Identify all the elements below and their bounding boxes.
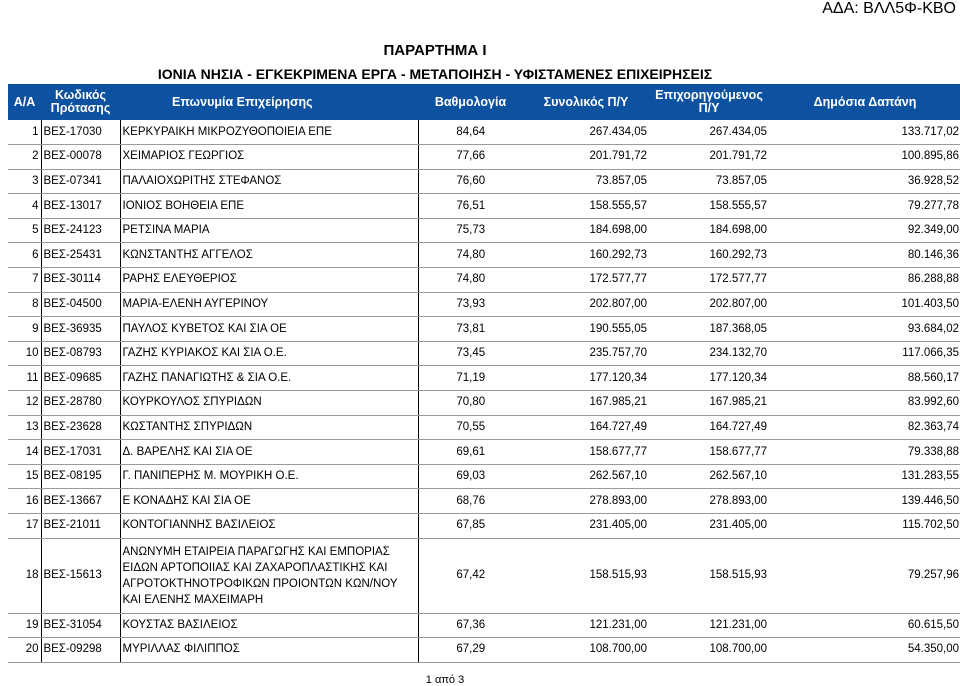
row-aa: 6 — [8, 243, 41, 268]
row-subsidized-budget: 201.791,72 — [649, 145, 769, 170]
table-row — [8, 341, 960, 366]
row-public-expenditure: 54.350,00 — [769, 638, 960, 663]
row-grade: 68,76 — [418, 489, 523, 514]
row-company-name: ΧΕΙΜΑΡΙΟΣ ΓΕΩΡΓΙΟΣ — [120, 145, 418, 170]
row-code: ΒΕΣ-04500 — [41, 292, 120, 317]
row-total-budget: 73.857,05 — [523, 169, 649, 194]
row-aa: 13 — [8, 415, 41, 440]
row-code: ΒΕΣ-17030 — [41, 120, 120, 145]
header-aa: Α/Α — [8, 84, 41, 120]
row-grade: 69,03 — [418, 464, 523, 489]
row-public-expenditure: 101.403,50 — [769, 292, 960, 317]
header-code: Κωδικός Πρότασης — [41, 84, 120, 120]
row-aa: 16 — [8, 489, 41, 514]
row-subsidized-budget: 231.405,00 — [649, 514, 769, 539]
row-subsidized-budget: 177.120,34 — [649, 366, 769, 391]
row-aa: 8 — [8, 292, 41, 317]
header-public: Δημόσια Δαπάνη — [769, 84, 960, 120]
table-row — [8, 440, 960, 465]
row-subsidized-budget: 172.577,77 — [649, 268, 769, 293]
row-code: ΒΕΣ-21011 — [41, 514, 120, 539]
row-code: ΒΕΣ-23628 — [41, 415, 120, 440]
row-grade: 67,36 — [418, 613, 523, 638]
row-grade: 71,19 — [418, 366, 523, 391]
row-subsidized-budget: 108.700,00 — [649, 638, 769, 663]
header-subsidized: Επιχορηγούμενος Π/Υ — [649, 84, 769, 120]
row-aa: 11 — [8, 366, 41, 391]
row-code: ΒΕΣ-31054 — [41, 613, 120, 638]
row-company-name: ΚΩΣΤΑΝΤΗΣ ΣΠΥΡΙΔΩΝ — [120, 415, 418, 440]
row-code: ΒΕΣ-08195 — [41, 464, 120, 489]
row-code: ΒΕΣ-36935 — [41, 317, 120, 342]
row-grade: 67,29 — [418, 638, 523, 663]
row-total-budget: 201.791,72 — [523, 145, 649, 170]
row-grade: 73,45 — [418, 341, 523, 366]
row-public-expenditure: 88.560,17 — [769, 366, 960, 391]
row-total-budget: 177.120,34 — [523, 366, 649, 391]
row-aa: 3 — [8, 169, 41, 194]
row-company-name: ΜΥΡΙΛΛΑΣ ΦΙΛΙΠΠΟΣ — [120, 638, 418, 663]
row-public-expenditure: 36.928,52 — [769, 169, 960, 194]
row-total-budget: 121.231,00 — [523, 613, 649, 638]
table-row — [8, 391, 960, 416]
row-aa: 5 — [8, 218, 41, 243]
row-total-budget: 231.405,00 — [523, 514, 649, 539]
table-row — [8, 613, 960, 638]
row-company-name: ΓΑΖΗΣ ΚΥΡΙΑΚΟΣ ΚΑΙ ΣΙΑ Ο.Ε. — [120, 341, 418, 366]
annex-title: ΠΑΡΑΡΤΗΜΑ Ι — [383, 42, 487, 59]
row-public-expenditure: 131.283,55 — [769, 464, 960, 489]
row-public-expenditure: 82.363,74 — [769, 415, 960, 440]
row-company-name: ΚΕΡΚΥΡΑΙΚΗ ΜΙΚΡΟΖΥΘΟΠΟΙΕΙΑ ΕΠΕ — [120, 120, 418, 145]
row-aa: 9 — [8, 317, 41, 342]
row-subsidized-budget: 278.893,00 — [649, 489, 769, 514]
header-grade: Βαθμολογία — [418, 84, 523, 120]
row-total-budget: 262.567,10 — [523, 464, 649, 489]
row-public-expenditure: 115.702,50 — [769, 514, 960, 539]
table-row — [8, 145, 960, 170]
table-row — [8, 538, 960, 613]
row-aa: 15 — [8, 464, 41, 489]
row-subsidized-budget: 158.555,57 — [649, 194, 769, 219]
row-grade: 70,55 — [418, 415, 523, 440]
row-public-expenditure: 60.615,50 — [769, 613, 960, 638]
table-row — [8, 292, 960, 317]
row-company-name: ΠΑΥΛΟΣ ΚΥΒΕΤΟΣ ΚΑΙ ΣΙΑ ΟΕ — [120, 317, 418, 342]
table-header-row — [8, 84, 960, 120]
row-company-name: ΠΑΛΑΙΟΧΩΡΙΤΗΣ ΣΤΕΦΑΝΟΣ — [120, 169, 418, 194]
row-grade: 73,93 — [418, 292, 523, 317]
row-total-budget: 167.985,21 — [523, 391, 649, 416]
row-total-budget: 172.577,77 — [523, 268, 649, 293]
row-company-name: Δ. ΒΑΡΕΛΗΣ ΚΑΙ ΣΙΑ ΟΕ — [120, 440, 418, 465]
projects-table — [8, 84, 960, 663]
row-code: ΒΕΣ-28780 — [41, 391, 120, 416]
row-company-name: ΚΟΥΡΚΟΥΛΟΣ ΣΠΥΡΙΔΩΝ — [120, 391, 418, 416]
row-grade: 74,80 — [418, 268, 523, 293]
row-public-expenditure: 93.684,02 — [769, 317, 960, 342]
row-grade: 69,61 — [418, 440, 523, 465]
row-subsidized-budget: 121.231,00 — [649, 613, 769, 638]
row-total-budget: 202.807,00 — [523, 292, 649, 317]
row-company-name: ΚΟΝΤΟΓΙΑΝΝΗΣ ΒΑΣΙΛΕΙΟΣ — [120, 514, 418, 539]
row-company-name: ΓΑΖΗΣ ΠΑΝΑΓΙΩΤΗΣ & ΣΙΑ Ο.Ε. — [120, 366, 418, 391]
table-row — [8, 514, 960, 539]
table-row — [8, 638, 960, 663]
row-total-budget: 160.292,73 — [523, 243, 649, 268]
row-company-name: ΚΩΝΣΤΑΝΤΗΣ ΑΓΓΕΛΟΣ — [120, 243, 418, 268]
row-public-expenditure: 79.257,96 — [769, 538, 960, 613]
table-row — [8, 415, 960, 440]
row-subsidized-budget: 267.434,05 — [649, 120, 769, 145]
row-total-budget: 235.757,70 — [523, 341, 649, 366]
row-subsidized-budget: 187.368,05 — [649, 317, 769, 342]
row-aa: 1 — [8, 120, 41, 145]
row-subsidized-budget: 184.698,00 — [649, 218, 769, 243]
row-grade: 75,73 — [418, 218, 523, 243]
row-aa: 2 — [8, 145, 41, 170]
header-name: Επωνυμία Επιχείρησης — [120, 84, 418, 120]
row-code: ΒΕΣ-07341 — [41, 169, 120, 194]
row-aa: 18 — [8, 538, 41, 613]
row-total-budget: 278.893,00 — [523, 489, 649, 514]
row-total-budget: 158.555,57 — [523, 194, 649, 219]
row-public-expenditure: 117.066,35 — [769, 341, 960, 366]
row-public-expenditure: 133.717,02 — [769, 120, 960, 145]
row-code: ΒΕΣ-13667 — [41, 489, 120, 514]
row-company-name: ΙΟΝΙΟΣ ΒΟΗΘΕΙΑ ΕΠΕ — [120, 194, 418, 219]
row-aa: 14 — [8, 440, 41, 465]
table-row — [8, 169, 960, 194]
row-total-budget: 267.434,05 — [523, 120, 649, 145]
row-aa: 12 — [8, 391, 41, 416]
table-row — [8, 489, 960, 514]
row-code: ΒΕΣ-00078 — [41, 145, 120, 170]
row-code: ΒΕΣ-13017 — [41, 194, 120, 219]
row-public-expenditure: 100.895,86 — [769, 145, 960, 170]
row-code: ΒΕΣ-17031 — [41, 440, 120, 465]
row-subsidized-budget: 202.807,00 — [649, 292, 769, 317]
row-aa: 4 — [8, 194, 41, 219]
row-grade: 74,80 — [418, 243, 523, 268]
row-subsidized-budget: 262.567,10 — [649, 464, 769, 489]
row-company-name: Γ. ΠΑΝΙΠΕΡΗΣ Μ. ΜΟΥΡΙΚΗ Ο.Ε. — [120, 464, 418, 489]
document-title: ΙΟΝΙΑ ΝΗΣΙΑ - ΕΓΚΕΚΡΙΜΕΝΑ ΕΡΓΑ - ΜΕΤΑΠΟΙΗΣΗ - ΥΦΙΣΤΑΜΕΝΕΣ ΕΠΙΧΕΙΡΗΣΕΙΣ — [157, 66, 713, 82]
row-company-name: Ε ΚΟΝΑΔΗΣ ΚΑΙ ΣΙΑ ΟΕ — [120, 489, 418, 514]
row-total-budget: 158.677,77 — [523, 440, 649, 465]
row-grade: 67,85 — [418, 514, 523, 539]
row-company-name: ΡΕΤΣΙΝΑ ΜΑΡΙΑ — [120, 218, 418, 243]
row-total-budget: 158.515,93 — [523, 538, 649, 613]
row-subsidized-budget: 234.132,70 — [649, 341, 769, 366]
table-row — [8, 194, 960, 219]
row-grade: 77,66 — [418, 145, 523, 170]
table-row — [8, 317, 960, 342]
table-row — [8, 366, 960, 391]
row-public-expenditure: 80.146,36 — [769, 243, 960, 268]
row-code: ΒΕΣ-24123 — [41, 218, 120, 243]
row-public-expenditure: 79.277,78 — [769, 194, 960, 219]
row-company-name: ΡΑΡΗΣ ΕΛΕΥΘΕΡΙΟΣ — [120, 268, 418, 293]
row-public-expenditure: 83.992,60 — [769, 391, 960, 416]
row-code: ΒΕΣ-30114 — [41, 268, 120, 293]
row-grade: 84,64 — [418, 120, 523, 145]
row-company-name: ΑΝΩΝΥΜΗ ΕΤΑΙΡΕΙΑ ΠΑΡΑΓΩΓΗΣ ΚΑΙ ΕΜΠΟΡΙΑΣ ΕΙΔΩΝ ΑΡΤΟΠΟΙΙΑΣ ΚΑΙ ΖΑΧΑΡΟΠΛΑΣΤΙΚΗΣ ΚΑΙ ΑΓΡΟΤΟΚΤΗΝΟΤΡΟΦΙΚΩΝ ΠΡΟΙΟΝΤΩΝ ΚΩΝ/ΝΟΥ ΚΑΙ ΕΛΕΝΗΣ ΜΑΧΕΙΜΑΡΗ — [120, 538, 418, 613]
row-subsidized-budget: 167.985,21 — [649, 391, 769, 416]
row-total-budget: 184.698,00 — [523, 218, 649, 243]
page-number: 1 από 3 — [425, 674, 465, 686]
row-total-budget: 164.727,49 — [523, 415, 649, 440]
row-public-expenditure: 92.349,00 — [769, 218, 960, 243]
row-code: ΒΕΣ-25431 — [41, 243, 120, 268]
row-subsidized-budget: 158.677,77 — [649, 440, 769, 465]
row-company-name: ΚΟΥΣΤΑΣ ΒΑΣΙΛΕΙΟΣ — [120, 613, 418, 638]
row-code: ΒΕΣ-15613 — [41, 538, 120, 613]
table-body — [8, 120, 960, 662]
row-grade: 76,51 — [418, 194, 523, 219]
row-aa: 7 — [8, 268, 41, 293]
header-total: Συνολικός Π/Υ — [523, 84, 649, 120]
row-code: ΒΕΣ-09685 — [41, 366, 120, 391]
row-public-expenditure: 79.338,88 — [769, 440, 960, 465]
table-row — [8, 218, 960, 243]
row-aa: 17 — [8, 514, 41, 539]
row-company-name: ΜΑΡΙΑ-ΕΛΕΝΗ ΑΥΓΕΡΙΝΟΥ — [120, 292, 418, 317]
row-code: ΒΕΣ-08793 — [41, 341, 120, 366]
row-subsidized-budget: 164.727,49 — [649, 415, 769, 440]
row-grade: 70,80 — [418, 391, 523, 416]
row-aa: 20 — [8, 638, 41, 663]
row-code: ΒΕΣ-09298 — [41, 638, 120, 663]
table-row — [8, 120, 960, 145]
table-row — [8, 268, 960, 293]
row-public-expenditure: 139.446,50 — [769, 489, 960, 514]
table-row — [8, 464, 960, 489]
row-total-budget: 108.700,00 — [523, 638, 649, 663]
row-public-expenditure: 86.288,88 — [769, 268, 960, 293]
row-subsidized-budget: 160.292,73 — [649, 243, 769, 268]
row-aa: 19 — [8, 613, 41, 638]
row-grade: 73,81 — [418, 317, 523, 342]
row-aa: 10 — [8, 341, 41, 366]
row-subsidized-budget: 73.857,05 — [649, 169, 769, 194]
ada-code: ΑΔΑ: ΒΛΛ5Φ-ΚΒΟ — [822, 0, 956, 17]
row-total-budget: 190.555,05 — [523, 317, 649, 342]
table-row — [8, 243, 960, 268]
row-subsidized-budget: 158.515,93 — [649, 538, 769, 613]
row-grade: 76,60 — [418, 169, 523, 194]
row-grade: 67,42 — [418, 538, 523, 613]
